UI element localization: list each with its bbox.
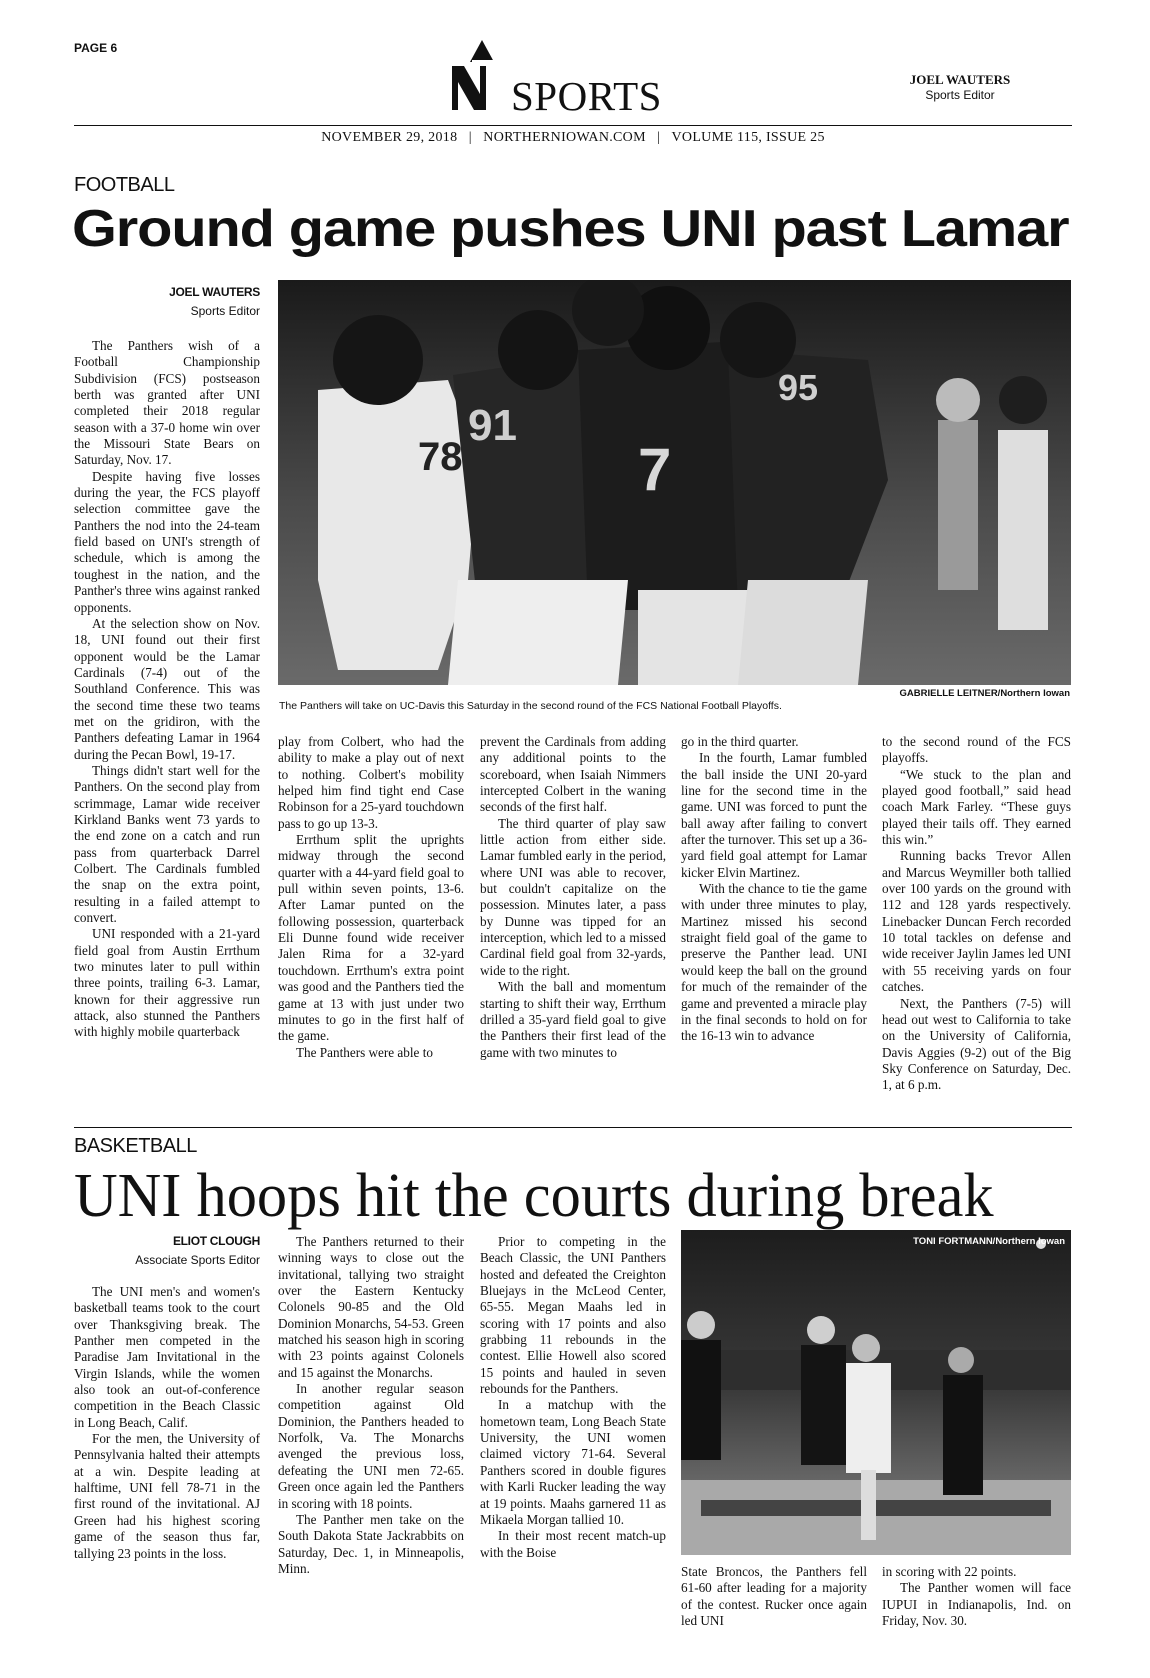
basketball-column-4	[681, 1564, 867, 1629]
football-kicker: FOOTBALL	[74, 174, 175, 196]
paragraph: UNI responded with a 21-yard field goal from Austin Errthum two minutes later to pull within three points, trailing 6-3. Lamar, known for their aggressive run attack, also stunned the Panthers with highly mobile quarterback	[74, 926, 260, 1040]
paragraph: The Panther women will face IUPUI in Indianapolis, Ind. on Friday, Nov. 30.	[882, 1580, 1071, 1629]
basketball-game-image	[681, 1230, 1071, 1555]
basketball-headline: UNI hoops hit the courts during break	[74, 1162, 994, 1230]
football-column-1	[74, 338, 260, 1041]
football-photo-credit: GABRIELLE LEITNER/Northern Iowan	[899, 688, 1070, 699]
dateline: NOVEMBER 29, 2018 | NORTHERNIOWAN.COM | VOLUME 115, ISSUE 25	[321, 130, 825, 145]
paragraph: Things didn't start well for the Panthers. On the second play from scrimmage, Lamar wide receiver Kirkland Banks went 73 yards to the end zone on a catch and run pass from quarterback Darrel Colbert. The Cardinals fumbled the snap on the extra point, resulting in a failed attempt to convert.	[74, 762, 260, 926]
football-byline	[150, 285, 260, 318]
page-number: PAGE 6	[74, 41, 118, 55]
football-photo	[278, 280, 1071, 685]
basketball-column-3	[480, 1234, 666, 1561]
paragraph: The Panther men take on the South Dakota State Jackrabbits on Saturday, Dec. 1, in Minneapolis, Minn.	[278, 1511, 464, 1576]
paragraph: prevent the Cardinals from adding any additional points to the scoreboard, when Isaiah Nimmers intercepted Colbert in the waning seconds of the first half.	[480, 734, 666, 815]
paragraph: In a matchup with the hometown team, Long Beach State University, the UNI women claimed victory 71-64. Several Panthers scored in double figures with Karli Rucker leading the way at 19 points. Maahs garnered 11 as Mikaela Morgan tallied 10.	[480, 1397, 666, 1527]
svg-text:95: 95	[778, 367, 819, 408]
svg-text:7: 7	[638, 436, 672, 503]
football-headline: Ground game pushes UNI past Lamar	[72, 200, 1069, 258]
sports-editor-name: JOEL WAUTERS	[909, 72, 1011, 87]
basketball-byline	[100, 1234, 260, 1267]
byline-name: ELIOT CLOUGH	[172, 1234, 260, 1248]
paragraph: Errthum split the uprights midway through the second quarter with a 44-yard field goal to pull within seven points, 13-6. After Lamar punted on the following possession, quarterback Eli Dunne found wide receiver Jalen Rima for a 32-yard touchdown. Errthum's extra point was good and the Panthers tied the game at 13 with just under two minutes to go in the first half of the game.	[278, 832, 464, 1044]
svg-text:91: 91	[468, 401, 517, 450]
paragraph: “We stuck to the plan and played good football,” said head coach Mark Farley. “These guys played their tails off. They earned this win.”	[882, 766, 1071, 848]
basketball-kicker: BASKETBALL	[74, 1135, 197, 1157]
football-column-4	[681, 734, 867, 1045]
paragraph: The UNI men's and women's basketball teams took to the court over Thanksgiving break. The Panther men competed in the Paradise Jam Invitational in the Virgin Islands, while the women also took an out-of-conference competition in the Beach Classic in Long Beach, Calif.	[74, 1284, 260, 1430]
paragraph: in scoring with 22 points.	[882, 1564, 1017, 1579]
sports-editor-title: Sports Editor	[925, 88, 995, 102]
paragraph: The Panthers returned to their winning ways to close out the invitational, tallying two straight over the Eastern Kentucky Colonels 90-85 and the Old Dominion Monarchs, 54-53. Green matched his season high in scoring with 23 points against Colonels and 15 against the Monarchs.	[278, 1234, 464, 1380]
basketball-photo	[681, 1230, 1071, 1555]
paragraph: play from Colbert, who had the ability to make a play out of next to nothing. Colbert's mobility helped him find tight end Case Robinson for a 25-yard touchdown pass to go up 13-3.	[278, 734, 464, 831]
paragraph: In another regular season competition against Old Dominion, the Panthers headed to Norfolk, Va. The Monarchs avenged the previous loss, defeating the UNI men 72-65. Green once again led the Panthers in scoring with 18 points.	[278, 1381, 464, 1511]
paragraph: In the fourth, Lamar fumbled the ball inside the UNI 20-yard line for the second time in the game. UNI was forced to punt the ball away after failing to convert after the turnover. This set up a 36-yard field goal attempt for Lamar kicker Elvin Martinez.	[681, 750, 867, 880]
football-column-2	[278, 734, 464, 1061]
masthead-rule	[74, 125, 1072, 126]
paragraph: The Panthers wish of a Football Championship Subdivision (FCS) postseason berth was granted after UNI completed their 2018 regular season with a 37-0 home win over the Missouri State Bears on Saturday, Nov. 17.	[74, 338, 260, 468]
byline-title: Sports Editor	[190, 304, 260, 318]
paragraph: Next, the Panthers (7-5) will head out west to California to take on the University of California, Davis Aggies (9-2) out of the Big Sky Conference on Saturday, Dec. 1, at 6 p.m.	[882, 995, 1071, 1093]
paragraph: For the men, the University of Pennsylvania halted their attempts at a win. Despite leading at halftime, UNI fell 78-71 in the first round of the invitational. AJ Green had his highest scoring game of the season thus far, tallying 23 points in the loss.	[74, 1431, 260, 1561]
website-link[interactable]: NORTHERNIOWAN.COM	[483, 130, 646, 145]
paragraph: With the ball and momentum starting to shift their way, Errthum drilled a 35-yard field goal to give the Panthers their first lead of the game with two minutes to	[480, 979, 666, 1060]
football-column-5	[882, 734, 1071, 1094]
volume-issue: VOLUME 115, ISSUE 25	[671, 130, 825, 145]
basketball-column-2	[278, 1234, 464, 1577]
basketball-column-5	[882, 1564, 1071, 1629]
byline-title: Associate Sports Editor	[135, 1253, 260, 1267]
section-name: SPORTS	[511, 73, 662, 119]
paragraph: Despite having five losses during the year, the FCS playoff selection committee gave the Panthers the nod into the 24-team field based on UNI's strength of schedule, which is among the toughest in the nation, and the Panther's three wins against ranked opponents.	[74, 468, 260, 615]
paragraph: State Broncos, the Panthers fell 61-60 after leading for a majority of the contest. Rucker once again led UNI	[681, 1564, 867, 1629]
svg-text:78: 78	[418, 435, 463, 479]
northern-iowan-logo-icon	[452, 40, 498, 110]
basketball-column-1	[74, 1284, 260, 1562]
issue-date: NOVEMBER 29, 2018	[321, 130, 458, 145]
paragraph: Prior to competing in the Beach Classic, the UNI Panthers hosted and defeated the Creighton Bluejays in the McLeod Center, 65-55. Megan Maahs led in scoring with 17 points and also grabbing 11 rebounds in the contest. Ellie Howell also scored 15 points and hauled in seven rebounds for the Panthers.	[480, 1234, 666, 1397]
football-column-3	[480, 734, 666, 1061]
byline-name: JOEL WAUTERS	[169, 285, 260, 299]
section-divider	[74, 1127, 1072, 1128]
paragraph: go in the third quarter.	[681, 734, 799, 749]
football-huddle-image	[278, 280, 1071, 685]
paragraph: The third quarter of play saw little action from either side. Lamar fumbled early in the period, where UNI was able to recover, but couldn't capitalize on the possession. Minutes later, a pass by Dunne was tipped for an interception, which led to a missed Cardinal field goal from 32-yards, wide to the right.	[480, 815, 666, 978]
paragraph: The Panthers were able to	[296, 1044, 433, 1060]
basketball-photo-credit: TONI FORTMANN/Northern Iowan	[913, 1236, 1065, 1247]
paragraph: At the selection show on Nov. 18, UNI found out their first opponent would be the Lamar Cardinals (7-4) out of the Southland Conference. This was the second time these two teams met on the gridiron, with the Panthers defeating Lamar in 1964 during the Pecan Bowl, 19-17.	[74, 615, 260, 762]
football-photo-caption: The Panthers will take on UC-Davis this Saturday in the second round of the FCS National Football Playoffs.	[279, 700, 782, 712]
paragraph: Running backs Trevor Allen and Marcus Weymiller both tallied over 100 yards on the ground with 112 and 128 yards respectively. Linebacker Duncan Ferch recorded 10 total tackles on defense and wide receiver Jaylin James led UNI with 55 receiving yards on four catches.	[882, 848, 1071, 995]
paragraph: With the chance to tie the game with under three minutes to play, Martinez missed his second straight field goal of the game to preserve the Panther lead. UNI would keep the ball on the ground for much of the remainder of the game and prevented a miracle play in the final seconds to hold on for the 16-13 win to advance	[681, 881, 867, 1044]
paragraph: In their most recent match-up with the Boise	[480, 1528, 666, 1560]
paragraph: to the second round of the FCS playoffs.	[882, 734, 1071, 766]
